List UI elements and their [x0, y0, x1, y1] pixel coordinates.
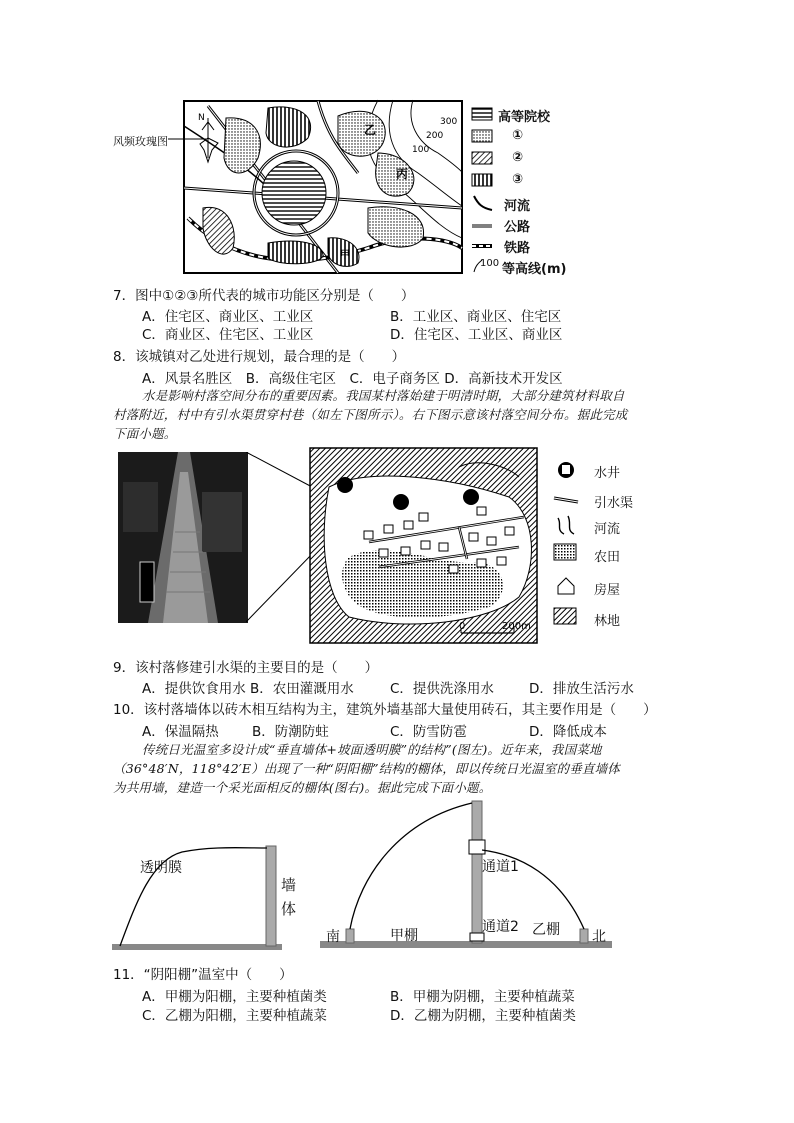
film-label: 透明膜 — [140, 860, 182, 876]
shed-jia-label: 甲棚 — [390, 928, 418, 944]
legend-river: 河流 — [504, 199, 531, 214]
q7-option-a[interactable]: A．住宅区、商业区、工业区 — [142, 309, 314, 325]
region-bing: 丙 — [396, 167, 409, 181]
legend-contour-value: 100 — [480, 258, 500, 269]
intro-greenhouse-2: （36°48′N，118°42′E）出现了一种“阴阳棚”结构的棚体，即以传统日光温室的垂直墙体 — [113, 761, 620, 776]
city-map — [168, 98, 468, 276]
q9-option-ab[interactable]: A．提供饮食用水 B．农田灌溉用水 — [142, 681, 354, 697]
contour-label: 300 — [440, 117, 458, 127]
legend-railway: 铁路 — [504, 241, 531, 256]
q11-option-d[interactable]: D．乙棚为阴棚，主要种植菌类 — [390, 1008, 576, 1024]
intro-village-2: 村落附近，村中有引水渠贯穿村巷（如左下图所示）。右下图示意该村落空间分布。据此完成 — [113, 407, 628, 422]
legend-contour: 等高线(m) — [502, 262, 567, 277]
legend-channel: 引水渠 — [594, 496, 634, 511]
intro-greenhouse-3: 为共用墙，建造一个采光面相反的棚体(图右)。据此完成下面小题。 — [113, 780, 492, 795]
village-map — [309, 447, 538, 644]
shed-yi-label: 乙棚 — [532, 922, 560, 938]
q9-option-d[interactable]: D．排放生活污水 — [529, 681, 634, 697]
legend-zone-2: ② — [512, 150, 524, 165]
q8-stem: 8．该城镇对乙处进行规划，最合理的是（ ） — [113, 349, 406, 365]
intro-greenhouse-1: 传统日光温室多设计成“垂直墙体+坡面透明膜”的结构”(图左)。近年来，我国菜地 — [142, 742, 602, 757]
legend-well: 水井 — [594, 466, 621, 481]
q10-option-d[interactable]: D．降低成本 — [529, 724, 607, 740]
village-street-photo — [118, 452, 248, 623]
legend-college: 高等院校 — [498, 110, 551, 125]
q10-option-c[interactable]: C．防雪防雹 — [390, 724, 467, 740]
q11-option-b[interactable]: B．甲棚为阴棚，主要种植蔬菜 — [390, 989, 575, 1005]
q8-options[interactable]: A．风景名胜区 B．高级住宅区 C．电子商务区 D．高新技术开发区 — [142, 371, 563, 387]
q10-stem: 10．该村落墙体以砖木相互结构为主，建筑外墙基部大量使用砖石，其主要作用是（ ） — [113, 702, 657, 718]
legend-forest: 林地 — [594, 614, 621, 629]
scale-distance: 200m — [502, 621, 531, 632]
wind-rose-label: 风频玫瑰图 — [113, 135, 168, 148]
contour-label: 100 — [412, 145, 430, 155]
q7-option-d[interactable]: D．住宅区、工业区、商业区 — [390, 327, 563, 343]
q10-option-b[interactable]: B．防潮防蛀 — [252, 724, 329, 740]
intro-village-3: 下面小题。 — [113, 426, 177, 441]
q7-option-c[interactable]: C．商业区、住宅区、工业区 — [142, 327, 314, 343]
legend-zone-1: ① — [512, 128, 524, 143]
north-label: 北 — [592, 929, 606, 945]
legend-house: 房屋 — [594, 583, 621, 598]
legend-road: 公路 — [504, 220, 531, 235]
south-label: 南 — [326, 929, 340, 945]
region-jia: 甲 — [340, 250, 350, 261]
region-yi: 乙 — [364, 123, 377, 137]
north-label: N — [198, 113, 205, 123]
q9-option-c[interactable]: C．提供洗涤用水 — [390, 681, 494, 697]
scale-zero: 0 — [459, 621, 466, 632]
q10-option-a[interactable]: A．保温隔热 — [142, 724, 219, 740]
legend-farmland: 农田 — [594, 550, 621, 565]
q11-stem: 11．“阴阳棚”温室中（ ） — [113, 967, 293, 983]
wall-label-2: 体 — [281, 900, 297, 918]
q11-option-c[interactable]: C．乙棚为阳棚，主要种植蔬菜 — [142, 1008, 327, 1024]
contour-label: 200 — [426, 131, 444, 141]
legend-zone-3: ③ — [512, 172, 524, 187]
village-legend — [552, 458, 652, 633]
q9-stem: 9．该村落修建引水渠的主要目的是（ ） — [113, 660, 379, 676]
intro-village-1: 水是影响村落空间分布的重要因素。我国某村落始建于明清时期，大部分建筑材料取自 — [142, 388, 625, 403]
q7-option-b[interactable]: B．工业区、商业区、住宅区 — [390, 309, 562, 325]
q11-option-a[interactable]: A．甲棚为阳棚，主要种植菌类 — [142, 989, 327, 1005]
passage2-label: 通道2 — [482, 919, 519, 935]
legend-river2: 河流 — [594, 522, 621, 537]
q7-stem: 7．图中①②③所代表的城市功能区分别是（ ） — [113, 288, 415, 304]
map1-legend — [470, 104, 580, 284]
yin-yang-greenhouse-diagram — [320, 795, 615, 955]
passage1-label: 通道1 — [482, 859, 519, 875]
wall-label-1: 墙 — [281, 876, 297, 894]
